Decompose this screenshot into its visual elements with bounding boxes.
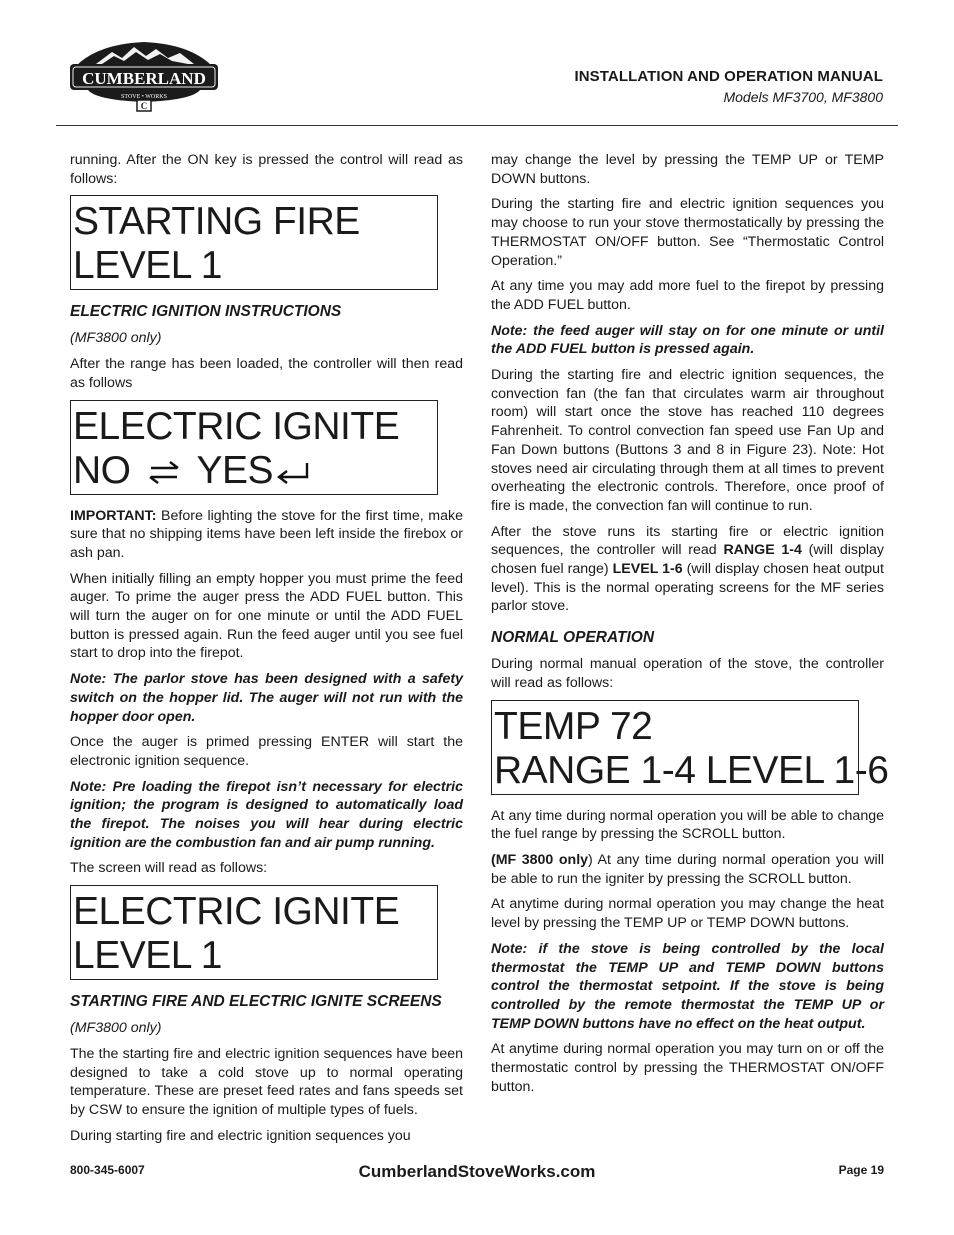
model-note: (MF3800 only): [70, 1020, 162, 1037]
section-heading: STARTING FIRE AND ELECTRIC IGNITE SCREENS: [70, 993, 442, 1011]
right-column: [491, 151, 889, 1103]
enter-arrow-icon: [273, 457, 313, 487]
lcd-line: ELECTRIC IGNITE: [73, 890, 400, 934]
footer-phone: 800-345-6007: [70, 1163, 145, 1177]
lcd-screen-electric-ignite-level: [70, 885, 438, 980]
svg-text:CUMBERLAND: CUMBERLAND: [82, 69, 206, 88]
lcd-line: TEMP 72: [494, 704, 653, 748]
paragraph: (MF 3800 only) At any time during normal operation you will be able to run the igniter by pressing the SCROLL button.: [491, 851, 884, 887]
paragraph: During the starting fire and electric ignition sequences you may choose to run your stove thermostatically by pressing the THERMOSTAT ON/OFF button. See “Thermostatic Control Operation.”: [491, 196, 884, 269]
paragraph: The screen will read as follows:: [70, 860, 268, 877]
page-number: Page 19: [838, 1163, 884, 1177]
paragraph: may change the level by pressing the TEMP UP or TEMP DOWN buttons.: [491, 152, 884, 187]
manual-title: INSTALLATION AND OPERATION MANUAL: [574, 68, 883, 85]
paragraph: During starting fire and electric ignition sequences you: [70, 1127, 411, 1144]
lcd-line: LEVEL 1: [73, 244, 222, 288]
note: Note: the feed auger will stay on for one minute or until the ADD FUEL button is pressed again.: [491, 322, 884, 358]
paragraph: During normal manual operation of the stove, the controller will read as follows:: [491, 656, 884, 691]
paragraph: When initially filling an empty hopper you must prime the feed auger. To prime the auger press the ADD FUEL button. This will turn the auger on for one minute or until the ADD FUEL button is pressed again. Run the feed auger until you see fuel start to drop into the firepot.: [70, 570, 463, 662]
paragraph: running. After the ON key is pressed the control will read as follows:: [70, 152, 463, 187]
paragraph: Once the auger is primed pressing ENTER will start the electronic ignition sequence.: [70, 734, 463, 769]
lcd-screen-electric-ignite-prompt: [70, 400, 438, 495]
lcd-screen-starting-fire: [70, 195, 438, 290]
lcd-line: LEVEL 1: [73, 934, 222, 978]
swap-arrows-icon: [141, 457, 187, 487]
paragraph: After the stove runs its starting fire or electric ignition sequences, the controller will read RANGE 1-4 (will display chosen fuel range) LEVEL 1-6 (will display chosen heat output level). This is the normal operating screens for the MF series parlor stove.: [491, 523, 884, 615]
lcd-line: STARTING FIRE: [73, 200, 360, 244]
models-subtitle: Models MF3700, MF3800: [723, 89, 883, 105]
svg-text:C: C: [140, 101, 148, 111]
paragraph: The the starting fire and electric ignition sequences have been designed to take a cold stove up to normal operating temperature. These are preset feed rates and fans speeds set by CSW to ensure the ignition of multiple types of fuels.: [70, 1045, 463, 1118]
section-heading: ELECTRIC IGNITION INSTRUCTIONS: [70, 303, 342, 321]
important-label: IMPORTANT:: [70, 507, 157, 524]
footer-website: CumberlandStoveWorks.com: [358, 1162, 596, 1181]
model-note: (MF3800 only): [70, 330, 162, 347]
paragraph: IMPORTANT: Before lighting the stove for the first time, make sure that no shipping items have been left inside the firebox or ash pan.: [70, 507, 463, 561]
lcd-yes-label: YES: [196, 448, 274, 492]
section-heading: NORMAL OPERATION: [491, 629, 655, 647]
lcd-line: [73, 449, 437, 493]
header-divider: [56, 125, 898, 126]
left-column: [70, 151, 463, 1152]
cumberland-logo: [68, 40, 220, 112]
lcd-screen-normal-operation: [491, 700, 889, 795]
paragraph: At any time during normal operation you will be able to change the fuel range by pressing the SCROLL button.: [491, 807, 884, 843]
paragraph: At anytime during normal operation you may change the heat level by pressing the TEMP UP or TEMP DOWN buttons.: [491, 896, 884, 932]
lcd-line: ELECTRIC IGNITE: [73, 404, 400, 448]
svg-text:STOVE • WORKS: STOVE • WORKS: [121, 94, 167, 100]
lcd-line: RANGE 1-4 LEVEL 1-6: [494, 748, 889, 792]
paragraph: After the range has been loaded, the controller will then read as follows: [70, 356, 463, 391]
note: Note: Pre loading the firepot isn’t necessary for electric ignition; the program is designed to automatically load the firepot. The noises you will hear during electric ignition are the combustion fan and air pump running.: [70, 778, 463, 851]
note: Note: if the stove is being controlled by the local thermostat the TEMP UP and TEMP DOWN buttons control the thermostat setpoint. If the stove is being controlled by the remote thermostat the TEMP UP or TEMP DOWN buttons have no effect on the heat output.: [491, 940, 884, 1032]
lcd-no-label: NO: [73, 448, 131, 492]
paragraph: At any time you may add more fuel to the firepot by pressing the ADD FUEL button.: [491, 278, 884, 313]
note: Note: The parlor stove has been designed with a safety switch on the hopper lid. The auger will not run with the hopper door open.: [70, 671, 463, 725]
paragraph: During the starting fire and electric ignition sequences, the convection fan (the fan that circulates warm air throughout room) will start once the stove has reached 110 degrees Fahrenheit. To control convection fan speed use Fan Up and Fan Down buttons (Buttons 3 and 8 in Figure 23). Note: Hot stoves need air circulating through them at all times to prevent overheating the electronic controls. Therefore, once proof of fire is made, the convection fan will continue to run.: [491, 367, 884, 514]
paragraph: At anytime during normal operation you may turn on or off the thermostatic control by pressing the THERMOSTAT ON/OFF button.: [491, 1041, 884, 1095]
